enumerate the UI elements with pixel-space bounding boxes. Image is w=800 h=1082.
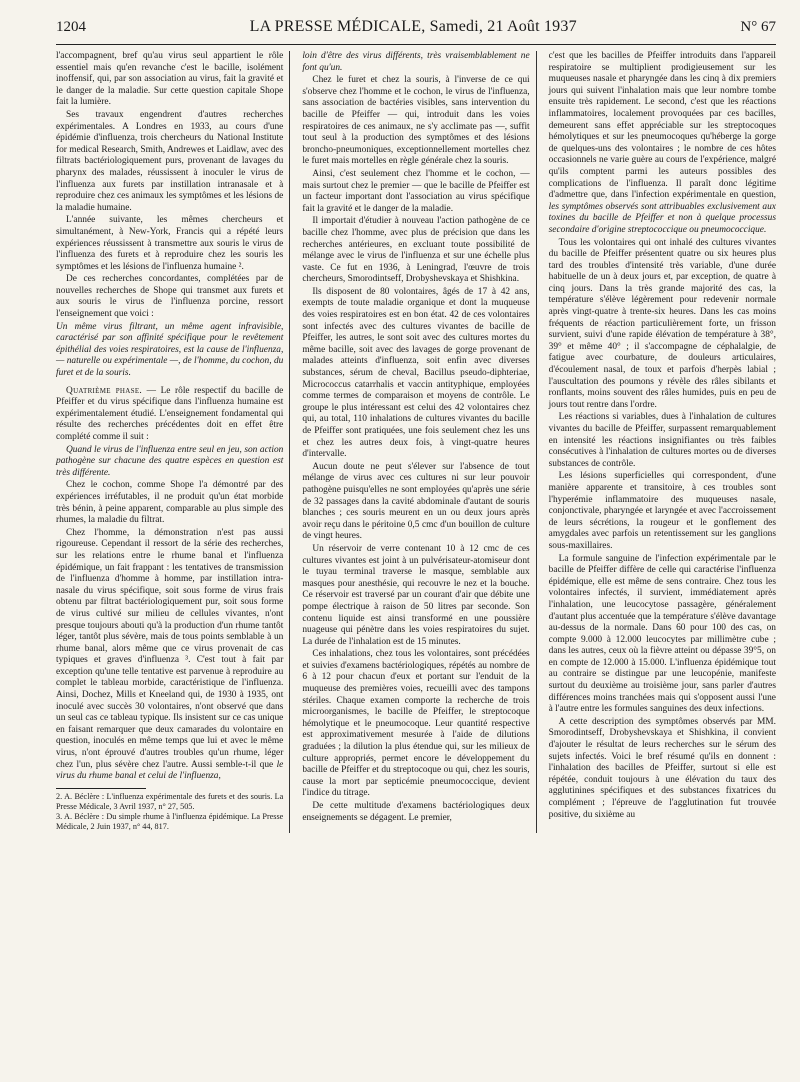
paragraph: Aucun doute ne peut s'élever sur l'absence de tout mélange de virus avec ces cultures ni sur leur pouvoir pathogène puisqu'elles ne sont employées qu'après une série de 32 passages dans la cavité abdominale d'autant de souris blanches ; ces souris meurent en un ou deux jours après avoir reçu dans le péritoine 0,5 cmc d'un bouillon de culture de vingt heures. <box>302 461 530 542</box>
issue-number: N° 67 <box>740 19 776 35</box>
column-left <box>56 51 290 833</box>
paragraph: Chez le cochon, comme Shope l'a démontré par des expériences irréfutables, il ne produit qu'un état morbide très bénin, à peine apparent, comparable au plus simple des rhumes, la maladie du filtrat. <box>56 480 284 526</box>
footnote-2: 2. A. Béclère : L'influenza expérimentale des furets et des souris. La Presse Médicale, 3 Avril 1937, n° 27, 505. <box>56 791 284 811</box>
italic-phrase: les symptômes observés sont attribuables exclusivement aux toxines du bacille de Pfeiffer et non à quelque processus secondaire d'origine streptococcique ou pneumococcique. <box>548 201 776 235</box>
paragraph: Ainsi, c'est seulement chez l'homme et le cochon, — mais surtout chez le premier — que le bacille de Pfeiffer est un facteur important dont l'association au virus spécifique fait la gravité et le danger de la maladie. <box>302 168 530 214</box>
page-number: 1204 <box>56 19 86 35</box>
paragraph: l'accompagnent, bref qu'au virus seul appartient le rôle essentiel mais qu'en revanche c'est le bacille, isolément inoffensif, qui, par son association au virus, fait la gravité et le danger de la maladie. Sur cette question capitale Shope fait la lumière. <box>56 51 284 108</box>
paragraph: Il importait d'étudier à nouveau l'action pathogène de ce bacille chez l'homme, avec plus de précision que dans les recherches antérieures, en excluant toute possibilité de mélange avec le virus de l'influenza et sur une échelle plus vaste. Ce fut en 1936, à Leningrad, l'œuvre de trois chercheurs, Smorodintseff, Drobyshevskaya et Shishkina. <box>302 216 530 285</box>
journal-title: LA PRESSE MÉDICALE, Samedi, 21 Août 1937 <box>249 18 577 35</box>
section-label: Quatrième phase. <box>66 385 143 396</box>
italic-phrase: le virus du rhume banal et celui de l'influenza, <box>56 759 284 782</box>
section-text: — Le rôle respectif du bacille de Pfeiffer et du virus spécifique dans l'influenza humaine est expérimentalement étudié. L'enseignement fondamental qui résulte des recherches précédentes doit en effet être complété comme il suit : <box>56 385 284 442</box>
paragraph: Ses travaux engendrent d'autres recherches expérimentales. A Londres en 1933, au cours d'une épidémie d'influenza, trois chercheurs du National Institute for medical Research, Smith, Andrewes et Laidlaw, avec des filtrats bactériologiquement purs, provenant de lavages du pharynx des malades, réussissent à inoculer le virus de l'influenza aux furets par instillation intranasale et à reproduire chez ces animaux les symptômes et les lésions de la maladie humaine. <box>56 109 284 213</box>
paragraph-with-italic <box>56 528 283 783</box>
paragraph: L'année suivante, les mêmes chercheurs et simultanément, à New-York, Francis qui a répété leurs expériences réussissent à transmettre aux souris le virus de l'influenza des furets et à reproduire chez les souris les symptômes et les lésions de l'influenza humaine ². <box>56 215 284 272</box>
section-paragraph <box>56 386 283 444</box>
footnote-3: 3. A. Béclère : Du simple rhume à l'influenza épidémique. La Presse Médicale, 2 Juin 1937, n° 44, 817. <box>56 812 284 832</box>
paragraph: De ces recherches concordantes, complétées par de nouvelles recherches de Shope qui transmet aux furets et aux souris le virus de l'influenza porcine, ressort l'enseignement que voici : <box>56 274 284 320</box>
paragraph: Un réservoir de verre contenant 10 à 12 cmc de ces cultures vivantes est joint à un pulvérisateur-atomiseur dont le tuyau terminal traverse le masque, semblable aux masques pour anesthésie, qui recouvre le nez et la bouche. Ce réservoir est traversé par un courant d'air que débite une pompe électrique à raison de 50 litres par seconde. Son contenu liquide est ainsi transformé en une poussière nuageuse qui pénètre dans les voies respiratoires du sujet. La durée de l'inhalation est de 15 minutes. <box>302 543 530 647</box>
paragraph: Chez le furet et chez la souris, à l'inverse de ce qui s'observe chez l'homme et le cochon, le virus de l'influenza, sans association de bactéries visibles, sans intervention du bacille de Pfeiffer — qui, introduit dans les voies respiratoires de ces animaux, ne s'y acclimate pas —, suffit tout seul à la production des symptômes et des lésions broncho-pneumoniques, exceptionnellement mortelles chez le furet mais mortelles en règle générale chez la souris. <box>302 75 530 167</box>
paragraph: Ils disposent de 80 volontaires, âgés de 17 à 42 ans, exempts de toute maladie organique et dont la muqueuse des voies respiratoires est en bon état. 42 de ces volontaires sont infectés avec des cultures vivantes de bacille de Pfeiffer, les autres, le sont soit avec des cultures mortes du même bacille, soit avec des lavages de gorge provenant de malades atteints d'influenza, soit enfin avec diverses substances, sérum de cheval, Bacillus pseudo-diphteriae, Micrococcus catarrhalis et vaccin antityphique, employées comme termes de comparaison et moyens de contrôle. Le groupe le plus intéressant est celui des 42 volontaires chez qui, au total, 110 inhalations de cultures vivantes du bacille de Pfeiffer sont pratiquées, une fois seulement chez les uns et chez les autres deux fois, à vingt-quatre heures d'intervalle. <box>302 286 530 460</box>
article-columns <box>56 51 776 833</box>
paragraph: Les réactions si variables, dues à l'inhalation de cultures vivantes du bacille de Pfeiffer, surpassent remarquablement en intensité les réactions insignifiantes ou très faibles consécutives à l'inhalation de cultures mortes ou de diverses substances de contrôle. <box>548 412 776 469</box>
paragraph-text: c'est que les bacilles de Pfeiffer introduits dans l'appareil respiratoire se multiplient prodigieusement sur les muqueuses nasale et pharyngée dans les cinq à dix premiers jours qui suivent l'inhalation mais que leur nombre tombe ensuite très rapidement. Le second, c'est que les réactions inflammatoires, localement provoquées par ces bacilles, demeurent sans effet appréciable sur les streptocoques hémolytiques et sur les pneumocoques qu'héberge la gorge de quelques-uns des volontaires ; le nombre de ces hôtes occasionnels ne varie guère au cours de l'expérience, malgré qu'ils comptent parmi les auteurs possibles des complications de l'influenza. Il paraît donc légitime d'admettre que, dans l'infection expérimentale en question, <box>548 51 776 201</box>
paragraph: Les lésions superficielles qui correspondent, d'une manière apparente et transitoire, à ces troubles sont l'hyperémie inflammatoire des muqueuses nasale, conjonctivale, pharyngée et laryngée et avec l'accroissement de leurs sécrétions, la rougeur et le gonflement des amygdales avec parfois un retentissement sur les ganglions sous-maxillaires. <box>548 471 776 551</box>
paragraph-with-italic <box>549 51 776 237</box>
paragraph: Tous les volontaires qui ont inhalé des cultures vivantes du bacille de Pfeiffer présentent quatre ou six heures plus tard des troubles d'intensité très variable, d'une durée habituelle de un à deux jours et, par exception, de quatre à cinq jours. Dans la très grande majorité des cas, la température s'élève légèrement pour redevenir normale après vingt-quatre à trente-six heures. Dans les cas moins fréquents de réaction particulièrement forte, un frisson survient, suivi d'une rapide élévation de température à 38°, 39° et même 40° ; il s'accompagne de céphalalgie, de fatigue avec courbature, de douleurs articulaires, d'écoulement nasal, de toux et parfois d'herpès labial ; l'auscultation des poumons y révèle des râles sibilants et ronflants, moins souvent des râles humides, puis en peu de jours tout rentre dans l'ordre. <box>548 237 776 410</box>
page-header <box>56 18 776 45</box>
paragraph: De cette multitude d'examens bactériologiques deux enseignements se dégagent. Le premier, <box>302 801 530 823</box>
italic-continuation: loin d'être des virus différents, très vraisemblablement ne font qu'un. <box>302 51 530 73</box>
column-middle <box>302 51 536 833</box>
footnote-divider <box>56 788 146 789</box>
paragraph: A cette description des symptômes observés par MM. Smorodintseff, Drobyshevskaya et Shishkina, il convient d'ajouter le résultat de leurs recherches sur le sérum des sujets infectés. Voici le bref résumé qu'ils en donnent : l'inhalation des bacilles de Pfeiffer, surtout si elle est répétée, conduit toujours à une élévation du taux des agglutinines spécifiques et des substances fixatrices du complément ; l'épreuve de l'agglutination fut trouvée positive, du sixième au <box>548 716 776 820</box>
paragraph: La formule sanguine de l'infection expérimentale par le bacille de Pfeiffer diffère de celle qui caractérise l'influenza épidémique, elle est même de sens contraire. Chez tous les volontaires infectés, il survient, immédiatement après l'inhalation, une leucocytose passagère, généralement d'autant plus accentuée que la température s'élève davantage au-dessus de la normale. Dans 60 pour 100 des cas, on compte 9.000 à 12.000 leucocytes par millimètre cube ; dans les autres, ceux où la fièvre atteint ou dépasse 39°5, on en compte de 12.000 à 15.000. L'influenza épidémique tout au contraire se distingue par une leucopénie, manifeste surtout du deuxième au troisième jour, sans parler d'autres différences moins tranchées mais qui s'opposent aussi l'une à l'autre entre les formules sanguines des deux infections. <box>548 553 776 715</box>
paragraph: Ces inhalations, chez tous les volontaires, sont précédées et suivies d'examens bactériologiques, répétés au nombre de 6 à 12 pour chacun d'eux et portant sur l'enduit de la muqueuse des premières voies, recueilli avec des tampons stériles. Chaque examen comporte la recherche de trois microorganismes, le bacille de Pfeiffer, le streptocoque hémolytique et le pneumocoque. Leur quantité respective est approximativement mesurée à l'aide de dilutions graduées ; la dilution la plus étendue qui, sur les milieux de culture appropriés, permet encore le développement du bacille de Pfeiffer et du streptocoque ou qui, chez les souris, cause la mort par septicémie pneumococcique, devient l'indice du titrage. <box>302 649 530 799</box>
column-right <box>549 51 776 833</box>
italic-statement: Quand le virus de l'influenza entre seul en jeu, son action pathogène sur chacune des quatre espèces en question est très différente. <box>56 444 284 478</box>
paragraph-text: Chez l'homme, la démonstration n'est pas aussi rigoureuse. Cependant il ressort de la série des recherches, sur les relations entre le rhume banal et l'influenza épidémique, un fait frappant : les tentatives de transmission de l'influenza d'homme à homme, par instillation intra-nasale du virus spécifique, soit sous forme de virus frais obtenu par filtrat bactériologiquement pur, soit sous forme de virus cultivé sur milieu de cellules vivantes, n'ont presque toujours abouti qu'à la production d'un rhume tantôt léger, tantôt plus sévère, mais de tous points semblable à un rhume banal, alors même que ce virus provenait de cas typiques et graves d'influenza ³. C'est tout à fait par exception qu'une telle tentative est parvenue à reproduire au complet le tableau morbide, caractéristique de l'influenza. Ainsi, Dochez, Mills et Kneeland qui, de 1930 à 1935, ont inoculé avec succès 30 volontaires, n'ont observé que dans un seul cas ce tableau typique. Ils insistent sur ce cas unique en faisant remarquer que deux camarades du volontaire en question, inoculés en même temps que lui et avec le même virus, n'ont éprouvé d'autres troubles qu'un rhume, léger chez l'un, plus sévère chez l'autre. Aussi semble-t-il que <box>56 527 284 770</box>
italic-conclusion: Un même virus filtrant, un même agent infravisible, caractérisé par son affinité spécifique pour le revêtement épithélial des voies respiratoires, est la cause de l'influenza, — naturelle ou expérimentale —, de l'homme, du cochon, du furet et de la souris. <box>56 321 284 379</box>
